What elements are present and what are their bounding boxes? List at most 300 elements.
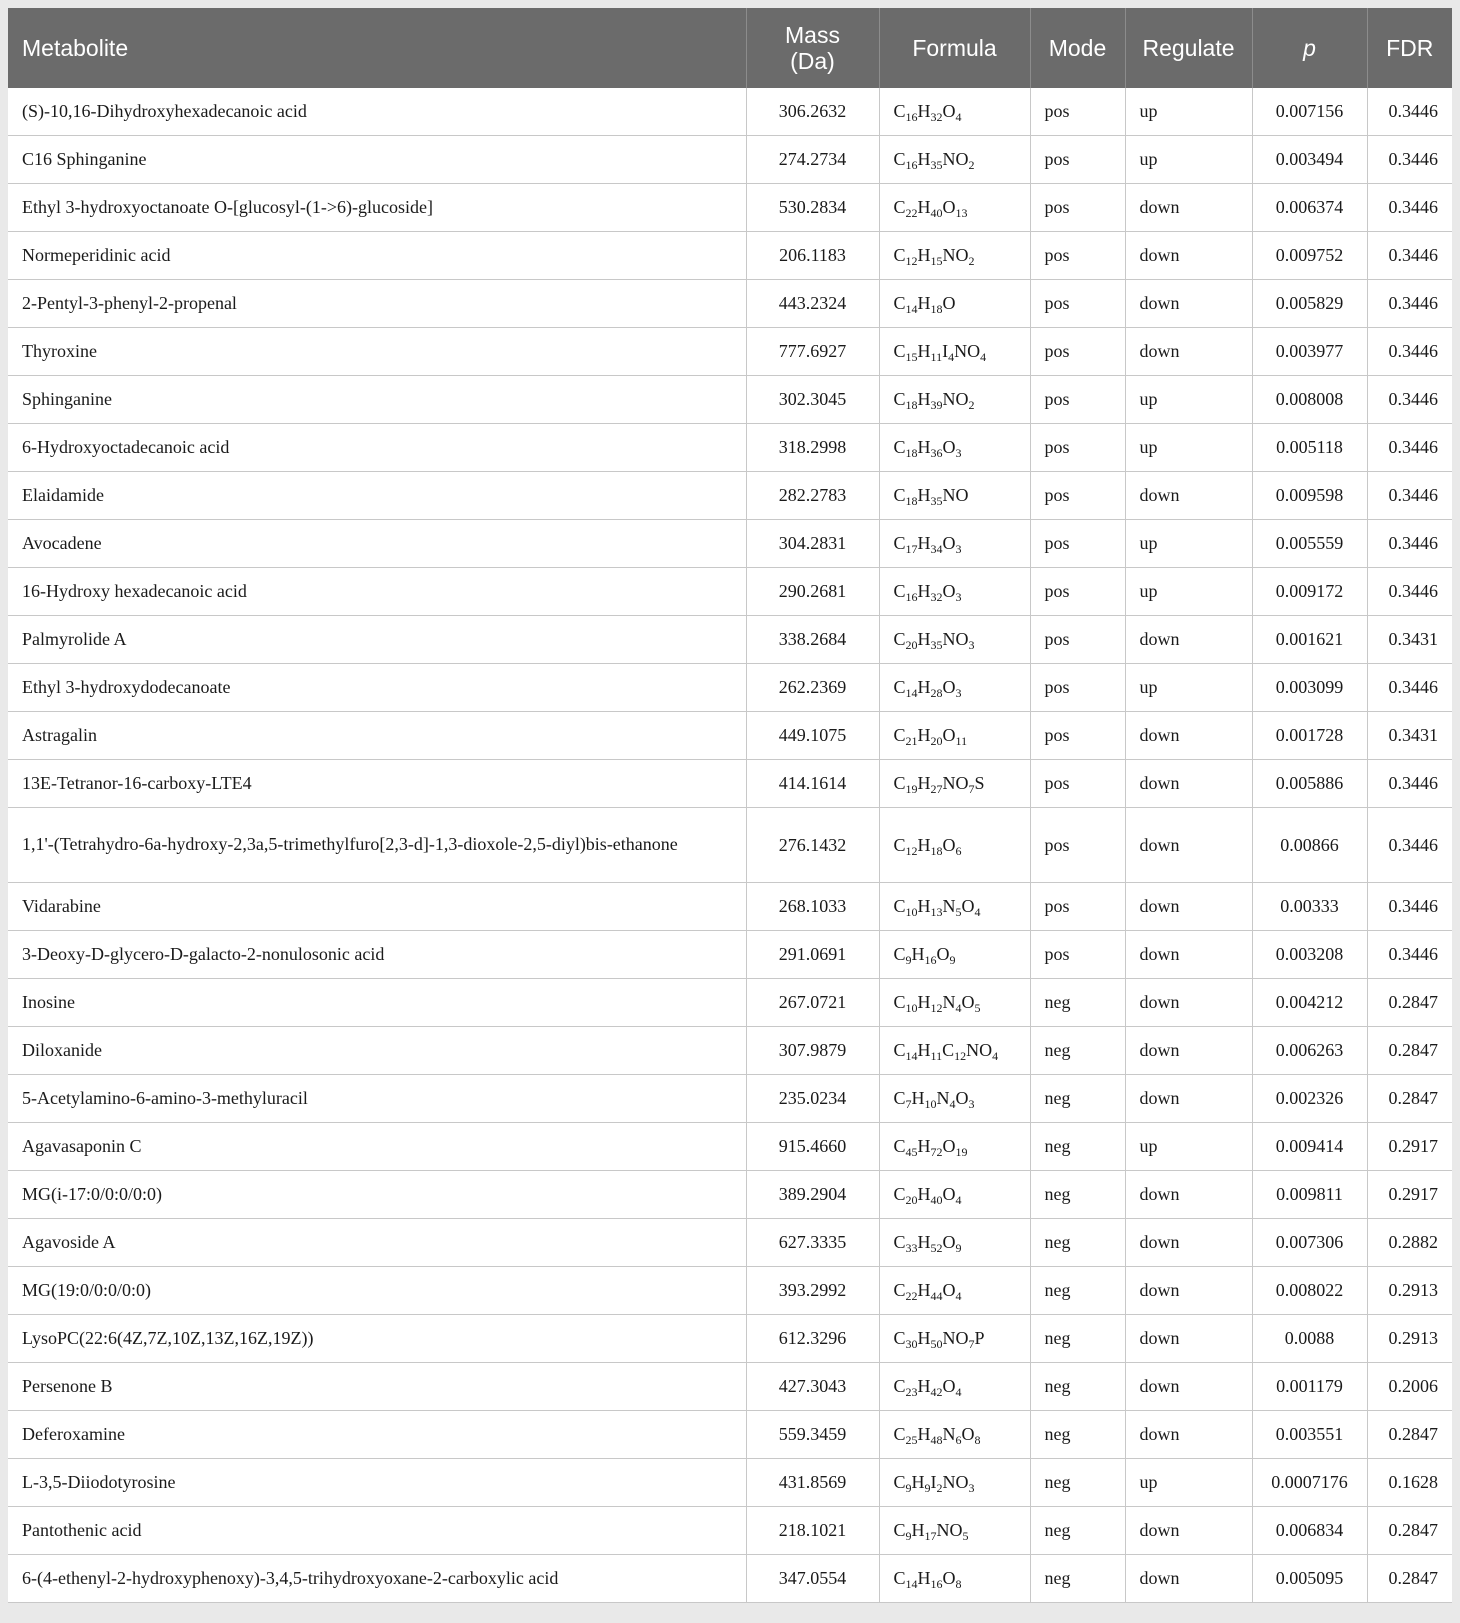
cell-mass: 291.0691 [746, 931, 879, 979]
cell-p: 0.004212 [1252, 979, 1367, 1027]
table-row [8, 979, 1452, 1027]
formula-element: C [893, 629, 906, 649]
table-row [8, 136, 1452, 184]
cell-mass: 338.2684 [746, 616, 879, 664]
cell-mode: pos [1030, 568, 1125, 616]
formula-subscript: 15 [930, 254, 943, 268]
cell-metabolite: Ethyl 3-hydroxyoctanoate O-[glucosyl-(1->6)-glucoside] [8, 184, 746, 232]
formula-subscript: 21 [905, 734, 918, 748]
cell-mass: 431.8569 [746, 1459, 879, 1507]
cell-formula [879, 1123, 1030, 1171]
table-row [8, 88, 1452, 136]
cell-fdr: 0.2006 [1367, 1363, 1452, 1411]
table-row [8, 883, 1452, 931]
formula-subscript: 10 [905, 1001, 918, 1015]
cell-formula [879, 808, 1030, 883]
cell-metabolite: Astragalin [8, 712, 746, 760]
formula-element: H [917, 773, 931, 793]
formula-subscript: 3 [968, 638, 975, 652]
cell-p: 0.009811 [1252, 1171, 1367, 1219]
formula-subscript: 12 [905, 254, 918, 268]
formula-subscript: 18 [905, 398, 918, 412]
formula-subscript: 9 [955, 1241, 962, 1255]
table-row [8, 1507, 1452, 1555]
formula-subscript: 4 [992, 1049, 999, 1063]
formula-element: O [942, 197, 956, 217]
cell-fdr: 0.3431 [1367, 616, 1452, 664]
cell-fdr: 0.3446 [1367, 568, 1452, 616]
table-row [8, 376, 1452, 424]
cell-regulate: down [1125, 1027, 1252, 1075]
cell-fdr: 0.3446 [1367, 88, 1452, 136]
cell-formula [879, 760, 1030, 808]
formula-subscript: 3 [955, 446, 962, 460]
formula-element: H [911, 1088, 925, 1108]
cell-fdr: 0.3446 [1367, 232, 1452, 280]
cell-fdr: 0.3446 [1367, 328, 1452, 376]
formula-subscript: 11 [930, 1049, 943, 1063]
cell-mass: 427.3043 [746, 1363, 879, 1411]
formula-element: H [917, 992, 931, 1012]
cell-regulate: down [1125, 1411, 1252, 1459]
cell-fdr: 0.3431 [1367, 712, 1452, 760]
header-mass-line2: (Da) [790, 48, 835, 74]
formula-element: C [893, 245, 906, 265]
cell-metabolite: Agavoside A [8, 1219, 746, 1267]
formula-element: H [917, 1376, 931, 1396]
formula-element: C [893, 149, 906, 169]
cell-formula [879, 979, 1030, 1027]
formula-subscript: 27 [930, 782, 943, 796]
formula-element: O [942, 1376, 956, 1396]
cell-formula [879, 568, 1030, 616]
formula-subscript: 14 [905, 1049, 918, 1063]
formula-element: C [893, 773, 906, 793]
formula-subscript: 16 [905, 590, 918, 604]
formula-subscript: 9 [924, 1481, 931, 1495]
cell-metabolite: MG(i-17:0/0:0/0:0) [8, 1171, 746, 1219]
formula-element: NO [942, 629, 969, 649]
cell-metabolite: LysoPC(22:6(4Z,7Z,10Z,13Z,16Z,19Z)) [8, 1315, 746, 1363]
table-row [8, 280, 1452, 328]
formula-subscript: 10 [924, 1097, 937, 1111]
cell-mode: neg [1030, 1123, 1125, 1171]
formula-subscript: 20 [905, 638, 918, 652]
header-fdr: FDR [1367, 8, 1452, 88]
cell-formula [879, 664, 1030, 712]
cell-p: 0.003208 [1252, 931, 1367, 979]
cell-formula [879, 931, 1030, 979]
formula-element: C [893, 581, 906, 601]
formula-element: O [942, 1232, 956, 1252]
cell-fdr: 0.3446 [1367, 136, 1452, 184]
cell-regulate: down [1125, 184, 1252, 232]
formula-element: C [893, 437, 906, 457]
cell-metabolite: Deferoxamine [8, 1411, 746, 1459]
cell-formula [879, 1507, 1030, 1555]
formula-subscript: 16 [905, 110, 918, 124]
cell-p: 0.007306 [1252, 1219, 1367, 1267]
cell-formula [879, 376, 1030, 424]
cell-fdr: 0.3446 [1367, 424, 1452, 472]
formula-subscript: 17 [924, 1529, 937, 1543]
cell-regulate: up [1125, 376, 1252, 424]
formula-subscript: 2 [968, 254, 975, 268]
cell-p: 0.003099 [1252, 664, 1367, 712]
formula-element: O [942, 533, 956, 553]
cell-regulate: down [1125, 1075, 1252, 1123]
cell-mode: neg [1030, 1555, 1125, 1603]
cell-metabolite: Elaidamide [8, 472, 746, 520]
cell-mass: 393.2992 [746, 1267, 879, 1315]
formula-subscript: 4 [955, 110, 962, 124]
formula-subscript: 16 [924, 953, 937, 967]
cell-regulate: up [1125, 520, 1252, 568]
formula-subscript: 9 [905, 953, 912, 967]
cell-formula [879, 328, 1030, 376]
formula-subscript: 3 [955, 542, 962, 556]
formula-element: NO [942, 773, 969, 793]
formula-element: O [961, 896, 975, 916]
formula-subscript: 25 [905, 1433, 918, 1447]
table-row [8, 1219, 1452, 1267]
cell-mode: neg [1030, 1459, 1125, 1507]
formula-element: C [893, 293, 906, 313]
formula-subscript: 4 [955, 1193, 962, 1207]
cell-formula [879, 136, 1030, 184]
table-row [8, 568, 1452, 616]
cell-p: 0.006263 [1252, 1027, 1367, 1075]
cell-mode: pos [1030, 931, 1125, 979]
cell-p: 0.002326 [1252, 1075, 1367, 1123]
formula-element: C [893, 1424, 906, 1444]
formula-element: NO [966, 1040, 993, 1060]
formula-element: H [917, 485, 931, 505]
formula-element: C [893, 725, 906, 745]
formula-element: NO [942, 1472, 969, 1492]
cell-mode: pos [1030, 424, 1125, 472]
cell-mode: pos [1030, 760, 1125, 808]
cell-formula [879, 184, 1030, 232]
formula-subscript: 18 [905, 494, 918, 508]
cell-regulate: down [1125, 1363, 1252, 1411]
formula-element: O [942, 101, 956, 121]
formula-element: H [917, 197, 931, 217]
cell-mass: 290.2681 [746, 568, 879, 616]
formula-subscript: 9 [949, 953, 956, 967]
cell-regulate: down [1125, 808, 1252, 883]
cell-regulate: down [1125, 232, 1252, 280]
cell-fdr: 0.2847 [1367, 1027, 1452, 1075]
table-row [8, 1363, 1452, 1411]
cell-p: 0.009598 [1252, 472, 1367, 520]
cell-formula [879, 616, 1030, 664]
cell-regulate: down [1125, 931, 1252, 979]
formula-element: I [942, 341, 949, 361]
cell-regulate: down [1125, 760, 1252, 808]
cell-p: 0.006374 [1252, 184, 1367, 232]
formula-subscript: 42 [930, 1385, 943, 1399]
formula-element: C [893, 834, 906, 855]
formula-element: H [917, 341, 931, 361]
cell-mode: neg [1030, 979, 1125, 1027]
formula-element: C [893, 389, 906, 409]
formula-element: C [893, 992, 906, 1012]
cell-p: 0.001728 [1252, 712, 1367, 760]
cell-regulate: up [1125, 424, 1252, 472]
cell-mode: neg [1030, 1411, 1125, 1459]
cell-p: 0.001179 [1252, 1363, 1367, 1411]
formula-element: NO [942, 1328, 969, 1348]
cell-formula [879, 424, 1030, 472]
formula-subscript: 5 [974, 1001, 981, 1015]
formula-element: NO [936, 1520, 963, 1540]
formula-element: O [955, 1088, 969, 1108]
formula-subscript: 28 [930, 686, 943, 700]
cell-regulate: up [1125, 1459, 1252, 1507]
formula-element: H [917, 149, 931, 169]
formula-subscript: 7 [905, 1097, 912, 1111]
formula-subscript: 4 [980, 350, 987, 364]
formula-element: C [893, 1280, 906, 1300]
cell-p: 0.001621 [1252, 616, 1367, 664]
formula-element: C [893, 1472, 906, 1492]
formula-subscript: 4 [949, 1097, 956, 1111]
cell-metabolite: Normeperidinic acid [8, 232, 746, 280]
formula-subscript: 35 [930, 494, 943, 508]
formula-subscript: 18 [905, 446, 918, 460]
table-row [8, 184, 1452, 232]
cell-regulate: down [1125, 1219, 1252, 1267]
formula-element: C [893, 1376, 906, 1396]
cell-fdr: 0.3446 [1367, 883, 1452, 931]
cell-p: 0.007156 [1252, 88, 1367, 136]
formula-subscript: 33 [905, 1241, 918, 1255]
cell-p: 0.00866 [1252, 808, 1367, 883]
table-row [8, 664, 1452, 712]
cell-formula [879, 1267, 1030, 1315]
table-row [8, 931, 1452, 979]
formula-subscript: 50 [930, 1337, 943, 1351]
cell-mass: 318.2998 [746, 424, 879, 472]
cell-formula [879, 1027, 1030, 1075]
cell-mass: 347.0554 [746, 1555, 879, 1603]
cell-fdr: 0.3446 [1367, 760, 1452, 808]
cell-metabolite: (S)-10,16-Dihydroxyhexadecanoic acid [8, 88, 746, 136]
cell-mass: 302.3045 [746, 376, 879, 424]
formula-element: C [893, 197, 906, 217]
formula-subscript: 52 [930, 1241, 943, 1255]
formula-subscript: 23 [905, 1385, 918, 1399]
formula-subscript: 15 [905, 350, 918, 364]
cell-formula [879, 883, 1030, 931]
formula-subscript: 19 [955, 1145, 968, 1159]
formula-subscript: 17 [905, 542, 918, 556]
cell-fdr: 0.2913 [1367, 1267, 1452, 1315]
cell-mass: 306.2632 [746, 88, 879, 136]
cell-mass: 612.3296 [746, 1315, 879, 1363]
cell-p: 0.008022 [1252, 1267, 1367, 1315]
formula-element: H [917, 245, 931, 265]
formula-subscript: 2 [968, 158, 975, 172]
cell-mass: 414.1614 [746, 760, 879, 808]
formula-element: H [917, 834, 931, 855]
table-row [8, 520, 1452, 568]
formula-element: C [942, 1040, 955, 1060]
cell-regulate: down [1125, 883, 1252, 931]
formula-element: C [893, 533, 906, 553]
formula-subscript: 6 [955, 1433, 962, 1447]
cell-metabolite: Sphinganine [8, 376, 746, 424]
formula-subscript: 9 [905, 1481, 912, 1495]
formula-element: O [961, 992, 975, 1012]
cell-formula [879, 232, 1030, 280]
formula-subscript: 4 [955, 1001, 962, 1015]
formula-element: H [917, 581, 931, 601]
cell-fdr: 0.2917 [1367, 1123, 1452, 1171]
cell-p: 0.006834 [1252, 1507, 1367, 1555]
cell-p: 0.003494 [1252, 136, 1367, 184]
table-row [8, 1555, 1452, 1603]
formula-subscript: 13 [930, 905, 943, 919]
cell-mode: neg [1030, 1315, 1125, 1363]
formula-subscript: 2 [936, 1481, 943, 1495]
formula-element: C [893, 1040, 906, 1060]
formula-subscript: 5 [962, 1529, 969, 1543]
cell-regulate: down [1125, 280, 1252, 328]
header-mass [746, 8, 879, 88]
formula-element: NO [954, 341, 981, 361]
formula-subscript: 45 [905, 1145, 918, 1159]
cell-formula [879, 1075, 1030, 1123]
cell-p: 0.0088 [1252, 1315, 1367, 1363]
cell-mode: neg [1030, 1075, 1125, 1123]
header-regulate: Regulate [1125, 8, 1252, 88]
formula-element: NO [942, 389, 969, 409]
cell-formula [879, 1459, 1030, 1507]
formula-subscript: 39 [930, 398, 943, 412]
formula-element: H [917, 677, 931, 697]
cell-p: 0.003551 [1252, 1411, 1367, 1459]
formula-element: C [893, 1184, 906, 1204]
cell-metabolite: MG(19:0/0:0/0:0) [8, 1267, 746, 1315]
formula-element: O [942, 581, 956, 601]
table-row [8, 1171, 1452, 1219]
cell-regulate: up [1125, 1123, 1252, 1171]
formula-subscript: 8 [974, 1433, 981, 1447]
formula-element: H [917, 1424, 931, 1444]
cell-mass: 274.2734 [746, 136, 879, 184]
cell-p: 0.0007176 [1252, 1459, 1367, 1507]
formula-element: N [942, 992, 956, 1012]
table-row [8, 1267, 1452, 1315]
formula-subscript: 44 [930, 1289, 943, 1303]
header-mode: Mode [1030, 8, 1125, 88]
cell-mass: 304.2831 [746, 520, 879, 568]
formula-subscript: 4 [948, 350, 955, 364]
cell-regulate: down [1125, 1171, 1252, 1219]
cell-metabolite: Vidarabine [8, 883, 746, 931]
table-row [8, 760, 1452, 808]
formula-element: O [942, 1280, 956, 1300]
cell-p: 0.005095 [1252, 1555, 1367, 1603]
cell-mode: pos [1030, 280, 1125, 328]
cell-metabolite: Pantothenic acid [8, 1507, 746, 1555]
cell-metabolite: Palmyrolide A [8, 616, 746, 664]
cell-regulate: down [1125, 712, 1252, 760]
formula-element: C [893, 944, 906, 964]
formula-element: H [917, 1136, 931, 1156]
formula-element: N [942, 896, 956, 916]
cell-metabolite: Avocadene [8, 520, 746, 568]
formula-element: H [917, 1568, 931, 1588]
cell-regulate: down [1125, 1507, 1252, 1555]
formula-subscript: 48 [930, 1433, 943, 1447]
cell-p: 0.008008 [1252, 376, 1367, 424]
table-row [8, 232, 1452, 280]
cell-fdr: 0.3446 [1367, 184, 1452, 232]
table-row [8, 616, 1452, 664]
formula-element: H [911, 1520, 925, 1540]
formula-element: H [917, 1280, 931, 1300]
formula-element: O [942, 1184, 956, 1204]
cell-formula [879, 472, 1030, 520]
cell-mode: pos [1030, 520, 1125, 568]
cell-fdr: 0.3446 [1367, 520, 1452, 568]
formula-subscript: 2 [968, 398, 975, 412]
formula-element: C [893, 1136, 906, 1156]
cell-metabolite: Ethyl 3-hydroxydodecanoate [8, 664, 746, 712]
cell-formula [879, 280, 1030, 328]
cell-regulate: down [1125, 1315, 1252, 1363]
cell-mode: pos [1030, 883, 1125, 931]
formula-subscript: 30 [905, 1337, 918, 1351]
cell-metabolite: 16-Hydroxy hexadecanoic acid [8, 568, 746, 616]
cell-mass: 559.3459 [746, 1411, 879, 1459]
cell-mass: 206.1183 [746, 232, 879, 280]
formula-subscript: 4 [955, 1385, 962, 1399]
formula-subscript: 72 [930, 1145, 943, 1159]
cell-fdr: 0.3446 [1367, 280, 1452, 328]
table-row [8, 328, 1452, 376]
formula-subscript: 7 [968, 782, 975, 796]
formula-subscript: 35 [930, 158, 943, 172]
formula-element: O [961, 1424, 975, 1444]
formula-subscript: 36 [930, 446, 943, 460]
header-metabolite: Metabolite [8, 8, 746, 88]
formula-subscript: 4 [955, 1289, 962, 1303]
formula-subscript: 4 [974, 905, 981, 919]
cell-p: 0.00333 [1252, 883, 1367, 931]
cell-mass: 627.3335 [746, 1219, 879, 1267]
cell-metabolite: 13E-Tetranor-16-carboxy-LTE4 [8, 760, 746, 808]
cell-fdr: 0.3446 [1367, 472, 1452, 520]
formula-subscript: 40 [930, 206, 943, 220]
formula-subscript: 34 [930, 542, 943, 556]
cell-mode: pos [1030, 328, 1125, 376]
formula-element: O [942, 437, 956, 457]
formula-subscript: 19 [905, 782, 918, 796]
cell-regulate: up [1125, 136, 1252, 184]
formula-subscript: 32 [930, 110, 943, 124]
formula-subscript: 7 [968, 1337, 975, 1351]
cell-regulate: down [1125, 979, 1252, 1027]
table-row [8, 1027, 1452, 1075]
cell-metabolite: L-3,5-Diiodotyrosine [8, 1459, 746, 1507]
cell-metabolite: Inosine [8, 979, 746, 1027]
cell-fdr: 0.3446 [1367, 808, 1452, 883]
formula-subscript: 14 [905, 302, 918, 316]
